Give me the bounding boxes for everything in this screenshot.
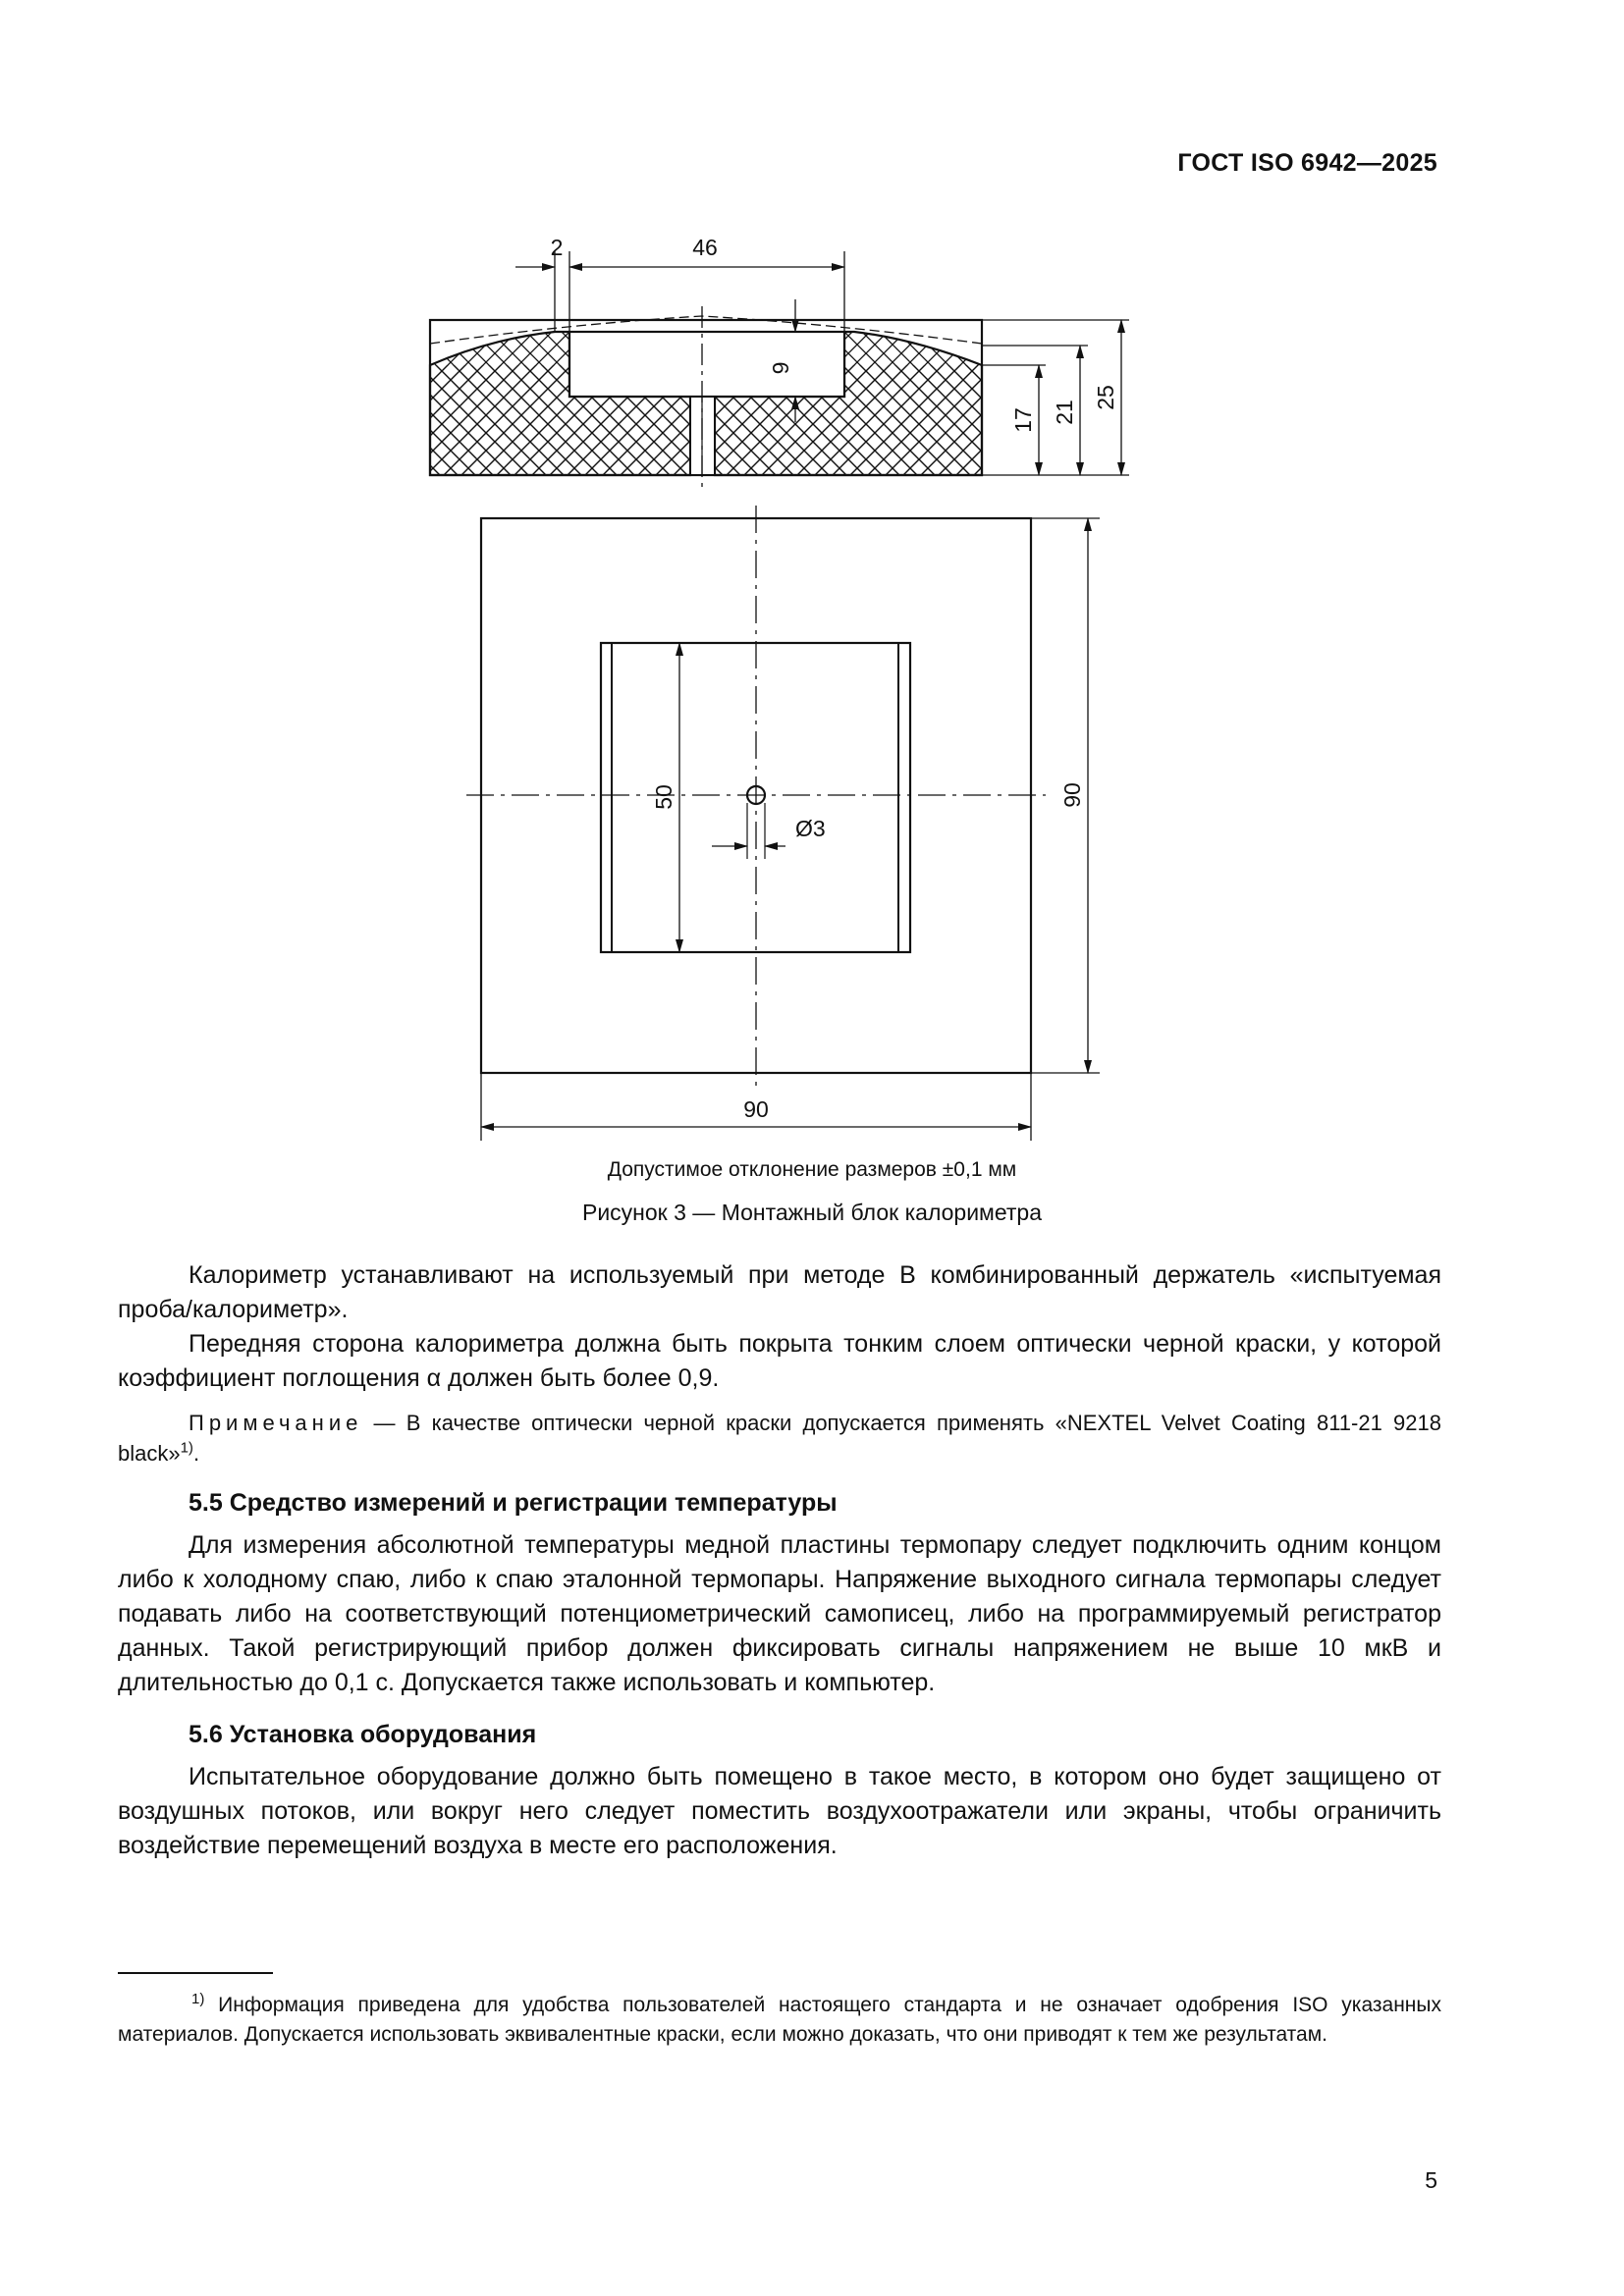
footnote-number: 1)	[191, 1991, 205, 2007]
note-label: Примечание	[189, 1411, 363, 1435]
paragraph-calorimeter-mount: Калориметр устанавливают на используемый при методе B комбинированный держатель «испытуемая проба/калориметр».	[118, 1261, 1441, 1323]
tolerance-note: Допустимое отклонение размеров ±0,1 мм	[607, 1158, 1017, 1181]
section-view	[430, 235, 1129, 491]
dim-9: 9	[768, 361, 793, 375]
section-5-5-text: Для измерения абсолютной температуры медной пластины термопару следует подключить одним концом либо к холодному спаю, либо к спаю эталонной термопары. Напряжение выходного сигнала термопары следует подавать либо на соответствующий потенциометрический самописец, либо на программируемый регистратор данных. Такой регистрирующий прибор должен фиксировать сигналы напряжением не выше 10 мкВ и длительностью до 0,1 с. Допускается также использовать и компьютер.	[118, 1531, 1441, 1696]
paragraph-black-coating: Передняя сторона калориметра должна быть покрыта тонким слоем оптически черной краски, у которой коэффициент поглощения α должен быть более 0,9.	[118, 1330, 1441, 1392]
dim-17: 17	[1010, 407, 1036, 433]
dim-hole-diameter: Ø3	[795, 816, 826, 841]
note-footnote-ref: 1)	[180, 1439, 193, 1457]
dim-2: 2	[550, 235, 564, 260]
body-text	[118, 1258, 1441, 1863]
standard-header: ГОСТ ISO 6942—2025	[1177, 149, 1437, 177]
note-end: .	[192, 1441, 200, 1466]
dim-90-vertical: 90	[1059, 782, 1085, 808]
dim-90-horizontal: 90	[743, 1096, 769, 1122]
footnote-text: Информация приведена для удобства пользователей настоящего стандарта и не означает одобрения ISO указанных материалов. Допускается использовать эквивалентные краски, если можно доказать, что они приводят к тем же результатам.	[118, 1994, 1441, 2046]
footnote	[118, 1991, 1441, 2050]
page-number: 5	[1425, 2167, 1437, 2193]
calorimeter-block-drawing	[393, 221, 1178, 1153]
footnote-rule	[118, 1972, 273, 1974]
dim-21: 21	[1052, 400, 1077, 425]
note	[118, 1408, 1441, 1468]
note-text: — В качестве оптически черной краски допускается применять «NEXTEL Velvet Coating 811-21 9218 black»	[118, 1411, 1441, 1466]
dim-46: 46	[692, 235, 718, 260]
section-5-6-text: Испытательное оборудование должно быть помещено в такое место, в котором оно будет защищено от воздушных потоков, или вокруг него следует поместить воздухоотражатели или экраны, чтобы ограничить воздействие перемещений воздуха в месте его расположения.	[118, 1763, 1441, 1859]
section-5-6-title: 5.6 Установка оборудования	[189, 1721, 537, 1748]
dim-50: 50	[651, 784, 677, 810]
figure-caption: Рисунок 3 — Монтажный блок калориметра	[581, 1200, 1043, 1225]
plan-view	[466, 506, 1100, 1141]
dim-25: 25	[1093, 385, 1118, 410]
section-5-5-title: 5.5 Средство измерений и регистрации температуры	[189, 1489, 838, 1517]
